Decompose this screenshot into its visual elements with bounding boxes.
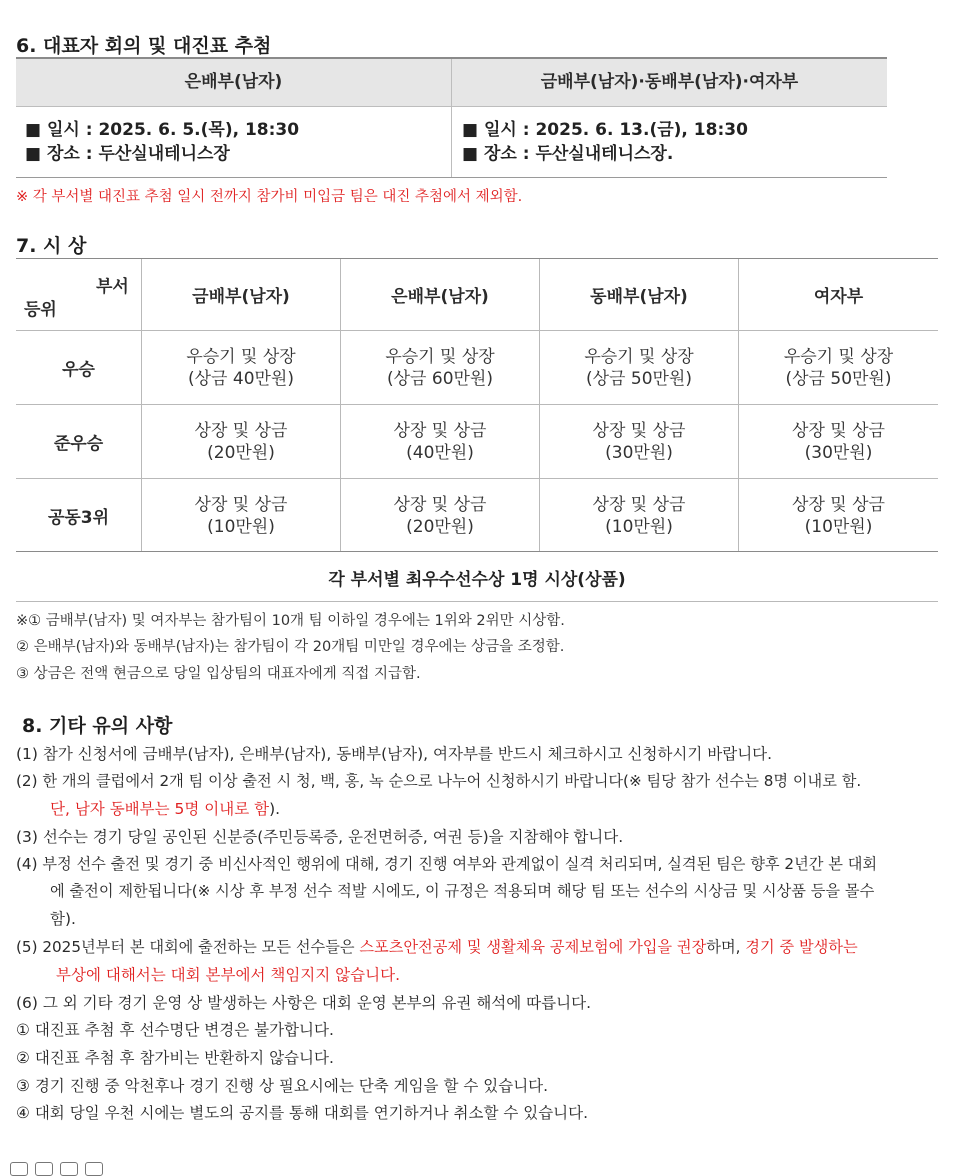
award-amount: (40만원) <box>406 442 474 463</box>
awards-row-header: 우승 <box>62 360 95 380</box>
award-desc: 우승기 및 상장 <box>783 346 894 367</box>
award-desc: 상장 및 상금 <box>592 420 686 441</box>
awards-cell <box>540 405 738 478</box>
notice-subitem: ③ 경기 진행 중 악천후나 경기 진행 상 필요시에는 단축 게임을 할 수 있습니다. <box>16 1077 549 1095</box>
notice-emphasis: 단, 남자 동배부는 5명 이내로 함 <box>50 800 270 818</box>
notice-item <box>16 936 858 957</box>
toolbar-icon[interactable] <box>10 1162 28 1176</box>
award-amount: (20만원) <box>406 516 474 537</box>
notice-item: (4) 부정 선수 출전 및 경기 중 비신사적인 행위에 대해, 경기 진행 여부와 관계없이 실격 처리되며, 실격된 팀은 향후 2년간 본 대회 <box>16 855 878 873</box>
awards-row-header: 공동3위 <box>47 508 110 528</box>
meeting-col1-header: 은배부(남자) <box>184 72 283 92</box>
awards-cell <box>341 479 539 552</box>
award-desc: 상장 및 상금 <box>194 494 288 515</box>
meeting-col2-date: ■ 일시 : 2025. 6. 13.(금), 18:30 <box>462 120 748 140</box>
award-amount: (상금 50만원) <box>586 368 692 389</box>
meeting-col1-place: ■ 장소 : 두산실내테니스장 <box>25 144 230 164</box>
awards-cell <box>142 405 340 478</box>
meeting-col2-body <box>462 118 748 166</box>
meeting-col1-body <box>25 118 299 166</box>
notice-item-cont <box>50 797 280 819</box>
meeting-note: ※ 각 부서별 대진표 추첨 일시 전까지 참가비 미입금 팀은 대진 추첨에서 제외함. <box>16 189 523 205</box>
award-amount: (10만원) <box>605 516 673 537</box>
awards-cell <box>341 405 539 478</box>
award-amount: (10만원) <box>804 516 873 537</box>
awards-row-header: 준우승 <box>53 434 104 454</box>
award-amount: (상금 40만원) <box>188 368 294 389</box>
award-desc: 우승기 및 상장 <box>186 346 296 367</box>
awards-cell <box>540 331 738 404</box>
awards-note: ※① 금배부(남자) 및 여자부는 참가팀이 10개 팀 이하일 경우에는 1위와 2위만 시상함. <box>16 613 565 629</box>
award-desc: 상장 및 상금 <box>393 420 487 441</box>
notice-item: (1) 참가 신청서에 금배부(남자), 은배부(남자), 동배부(남자), 여자부를 반드시 체크하시고 신청하시기 바랍니다. <box>16 745 773 763</box>
notice-item: (2) 한 개의 클럽에서 2개 팀 이상 출전 시 청, 백, 홍, 녹 순으로 나누어 신청하시기 바랍니다(※ 팀당 참가 선수는 8명 이내로 함. <box>16 772 862 790</box>
awards-cell <box>739 331 938 404</box>
awards-cell <box>739 405 938 478</box>
notice-text: (5) 2025년부터 본 대회에 출전하는 모든 선수들은 <box>16 938 360 956</box>
awards-col-header: 여자부 <box>813 287 864 307</box>
notice-subitem: ① 대진표 추첨 후 선수명단 변경은 불가합니다. <box>16 1021 334 1039</box>
award-desc: 우승기 및 상장 <box>584 346 694 367</box>
notice-text: ). <box>269 800 281 818</box>
mvp-award-row: 각 부서별 최우수선수상 1명 시상(상품) <box>16 553 938 602</box>
award-desc: 상장 및 상금 <box>393 494 487 515</box>
awards-table <box>16 258 938 552</box>
award-amount: (30만원) <box>804 442 873 463</box>
award-desc: 상장 및 상금 <box>792 420 885 441</box>
meeting-table <box>16 57 887 178</box>
awards-note: ② 은배부(남자)와 동배부(남자)는 참가팀이 각 20개팀 미만일 경우에는 상금을 조정함. <box>16 639 565 655</box>
award-amount: (30만원) <box>605 442 673 463</box>
notice-item-cont: 함). <box>50 910 76 928</box>
corner-label-rank: 등위 <box>24 300 57 320</box>
toolbar-icon[interactable] <box>60 1162 78 1176</box>
section6-title: 6. 대표자 회의 및 대진표 추첨 <box>16 35 272 57</box>
corner-label-dept: 부서 <box>96 277 129 297</box>
award-amount: (10만원) <box>207 516 275 537</box>
award-desc: 상장 및 상금 <box>194 420 288 441</box>
notice-item-cont: 에 출전이 제한됩니다(※ 시상 후 부정 선수 적발 시에도, 이 규정은 적용되며 해당 팀 또는 선수의 시상금 및 시상품 등을 몰수 <box>50 882 875 900</box>
awards-col-header: 은배부(남자) <box>391 287 489 307</box>
notice-item: (3) 선수는 경기 당일 공인된 신분증(주민등록증, 운전면허증, 여권 등)을 지참해야 합니다. <box>16 828 624 846</box>
awards-cell <box>739 479 938 552</box>
award-desc: 상장 및 상금 <box>792 494 885 515</box>
notice-item: (6) 그 외 기타 경기 운영 상 발생하는 사항은 대회 운영 본부의 유권 해석에 따릅니다. <box>16 994 591 1012</box>
awards-col-header: 금배부(남자) <box>192 287 290 307</box>
meeting-col1-date: ■ 일시 : 2025. 6. 5.(목), 18:30 <box>25 120 300 140</box>
award-amount: (20만원) <box>207 442 275 463</box>
meeting-col2-header: 금배부(남자)·동배부(남자)·여자부 <box>540 72 799 92</box>
toolbar-icon[interactable] <box>85 1162 103 1176</box>
awards-cell <box>142 331 340 404</box>
award-desc: 상장 및 상금 <box>592 494 686 515</box>
meeting-col2-place: ■ 장소 : 두산실내테니스장. <box>462 144 674 164</box>
notice-item-cont: 부상에 대해서는 대회 본부에서 책임지지 않습니다. <box>56 966 400 984</box>
notice-emphasis: 경기 중 발생하는 <box>745 938 858 956</box>
award-desc: 우승기 및 상장 <box>385 346 495 367</box>
awards-cell <box>142 479 340 552</box>
toolbar-icon[interactable] <box>35 1162 53 1176</box>
notice-subitem: ④ 대회 당일 우천 시에는 별도의 공지를 통해 대회를 연기하거나 취소할 수 있습니다. <box>16 1104 589 1122</box>
notice-subitem: ② 대진표 추첨 후 참가비는 반환하지 않습니다. <box>16 1049 334 1067</box>
award-amount: (상금 60만원) <box>387 368 493 389</box>
notice-emphasis: 스포츠안전공제 및 생활체육 공제보험에 가입을 권장 <box>359 938 707 956</box>
awards-col-header: 동배부(남자) <box>590 287 688 307</box>
section7-title: 7. 시 상 <box>16 235 87 257</box>
awards-cell <box>341 331 539 404</box>
section8-title: 8. 기타 유의 사항 <box>22 715 173 737</box>
awards-cell <box>540 479 738 552</box>
award-amount: (상금 50만원) <box>785 368 892 389</box>
awards-note: ③ 상금은 전액 현금으로 당일 입상팀의 대표자에게 직접 지급함. <box>16 666 421 682</box>
notice-text: 하며, <box>706 938 746 956</box>
